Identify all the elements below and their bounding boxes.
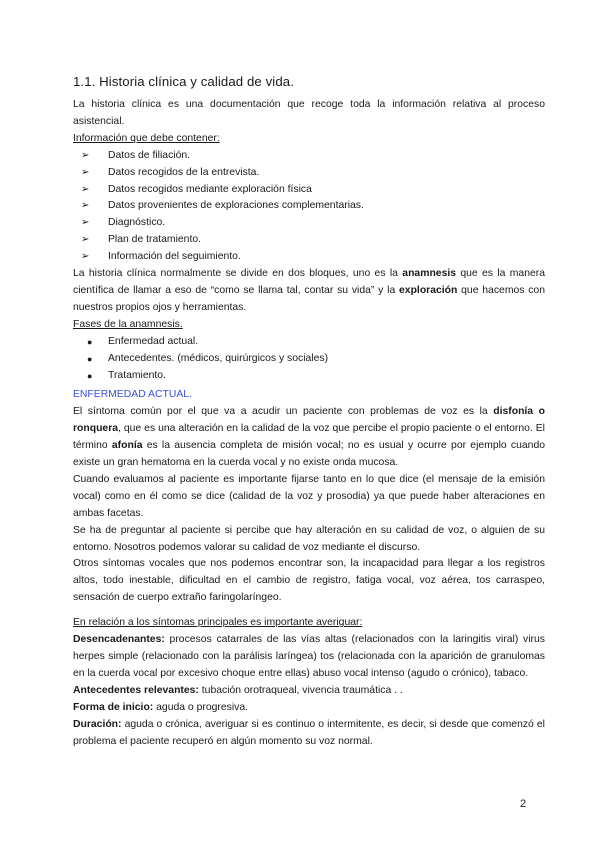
term-afonia: afonía xyxy=(111,440,143,452)
list-item: ● Tratamiento. xyxy=(73,368,545,385)
list-item: ➢ Diagnóstico. xyxy=(73,215,545,232)
duracion-paragraph: Duración: aguda o crónica, averiguar si es continuo o intermitente, es decir, si desde que comenzó el problema el paciente recuperó en algún momento su voz normal. xyxy=(73,718,545,747)
phases-heading: Fases de la anamnesis. xyxy=(73,318,183,330)
phases-list xyxy=(73,334,545,385)
list-item: ● Antecedentes. (médicos, quirúrgicos y sociales) xyxy=(73,351,545,368)
evaluacion-paragraph: Cuando evaluamos al paciente es importante fijarse tanto en lo que dice (el mensaje de la emisión vocal) como en él como se dice (calidad de la voz y prosodia) ya que puede haber alteraciones en ambas facetas. xyxy=(73,473,545,519)
relacion-heading: En relación a los síntomas principales es importante averiguar: xyxy=(73,617,363,629)
term-disfonia: disfonía o ronquera xyxy=(73,406,545,435)
arrow-bullet-icon: ➢ xyxy=(81,251,90,263)
info-list xyxy=(73,148,545,266)
page-number: 2 xyxy=(520,798,527,810)
list-item: ➢ Datos recogidos de la entrevista. xyxy=(73,165,545,182)
term-anamnesis: anamnesis xyxy=(402,268,457,280)
dot-bullet-icon: ● xyxy=(87,370,93,381)
blocks-paragraph: La historia clínica normalmente se divide en dos bloques, uno es la anamnesis que es la manera científica de llamar a eso de “como se llama tal, contar su vida” y la exploración que hacemos con nuestros propios ojos y herramientas. xyxy=(73,268,545,313)
arrow-bullet-icon: ➢ xyxy=(81,234,90,246)
document-page xyxy=(73,74,545,750)
list-item: ➢ Datos provenientes de exploraciones complementarias. xyxy=(73,198,545,215)
dot-bullet-icon: ● xyxy=(87,336,93,347)
list-item: ➢ Plan de tratamiento. xyxy=(73,232,545,249)
arrow-bullet-icon: ➢ xyxy=(81,200,90,212)
list-item: ➢ Datos de filiación. xyxy=(73,148,545,165)
arrow-bullet-icon: ➢ xyxy=(81,149,90,161)
dot-bullet-icon: ● xyxy=(87,353,93,364)
list-item: ➢ Información del seguimiento. xyxy=(73,249,545,266)
forma-inicio-paragraph: Forma de inicio: aguda o progresiva. xyxy=(73,701,248,713)
arrow-bullet-icon: ➢ xyxy=(81,183,90,195)
list-item: ➢ Datos recogidos mediante exploración física xyxy=(73,182,545,199)
term-exploracion: exploración xyxy=(399,284,458,296)
arrow-bullet-icon: ➢ xyxy=(81,166,90,178)
section-title: 1.1. Historia clínica y calidad de vida. xyxy=(73,74,294,89)
list-item: ● Enfermedad actual. xyxy=(73,334,545,351)
intro-paragraph: La historia clínica es una documentación que recoge toda la información relativa al proceso asistencial. xyxy=(73,99,545,127)
antecedentes-paragraph: Antecedentes relevantes: tubación orotraqueal, vivencia traumática . . xyxy=(73,684,403,696)
pregunta-paragraph: Se ha de preguntar al paciente si percibe que hay alteración en su calidad de voz, o alguien de su entorno. Nosotros podemos valorar su calidad de voz mediante el discurso. xyxy=(73,524,545,553)
desencadenantes-paragraph: Desencadenantes: procesos catarrales de las vías altas (relacionados con la laringitis viral) virus herpes simple (relacionado con la parálisis laríngea) tos (relacionada con la aparición de granulomas en la cuerda vocal por excesivo choque entre ellas) abuso vocal intenso (agudo o crónico), tabaco. xyxy=(73,634,545,679)
arrow-bullet-icon: ➢ xyxy=(81,217,90,229)
sintoma-paragraph: El síntoma común por el que va a acudir un paciente con problemas de voz es la disfonía o ronquera, que es una alteración en la calidad de la voz que percibe el propio paciente o el entorno. El término afonía es la ausencia completa de misión vocal; no es usual y ocurre por ejemplo cuando existe un gran hematoma en la cuerda vocal y no existe onda mucosa. xyxy=(73,406,545,469)
info-heading: Información que debe contener: xyxy=(73,132,220,144)
otros-sintomas-paragraph: Otros síntomas vocales que nos podemos encontrar son, la incapacidad para llegar a los registros altos, todo inestable, dificultad en el cambio de registro, fatiga vocal, voz aérea, tos carraspeo, sensación de cuerpo extraño faringolaríngeo. xyxy=(73,558,545,604)
enfermedad-actual-heading: ENFERMEDAD ACTUAL. xyxy=(73,389,192,401)
